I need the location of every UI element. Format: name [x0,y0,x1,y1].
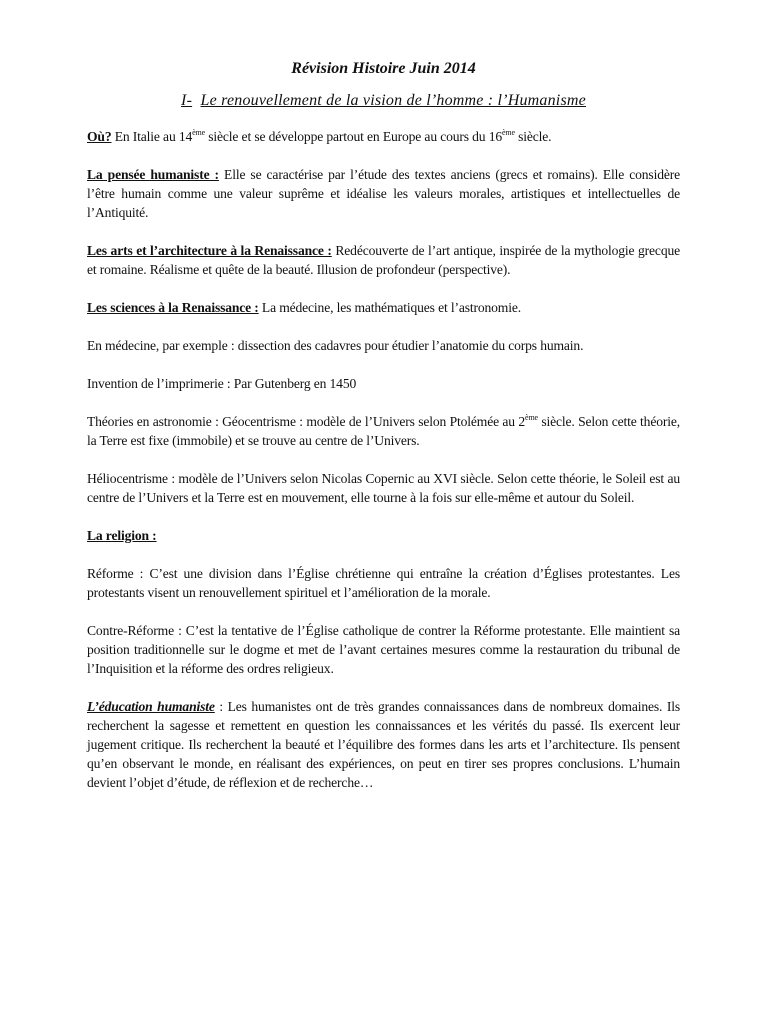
text-ou-3: siècle. [514,129,552,144]
label-sciences: Les sciences à la Renaissance : [87,300,259,315]
sup-theories: ème [525,413,538,422]
text-education: : Les humanistes ont de très grandes connaissances dans de nombreux domaines. Ils recherchent la sagesse et remettent en question les connaissances et les vérités du passé. Ils exercent leur jugement critique. Ils recherchent la beauté et l’équilibre des formes dans les arts et l’architecture. Ils pensent qu’en observant le monde, en réalisant des expériences, on peut en tirer ses propres conclusions. L’humain devient l’objet d’étude, de réflexion et de recherche… [87,699,681,790]
paragraph-heliocentrisme: Héliocentrisme : modèle de l’Univers selon Nicolas Copernic au XVI siècle. Selon cette théorie, le Soleil est au centre de l’Univers et la Terre est en mouvement, elle tourne à la fois sur elle-même et autour du Soleil. [87,471,680,505]
text-theories-1: Théories en astronomie : Géocentrisme : modèle de l’Univers selon Ptolémée au 2 [87,414,526,429]
paragraph-pensee [87,165,680,222]
text-sciences: La médecine, les mathématiques et l’astronomie. [258,300,521,315]
section-heading-text: Le renouvellement de la vision de l’homme : l’Humanisme [200,92,586,109]
paragraph-religion-label [87,526,680,545]
paragraph-medecine: En médecine, par exemple : dissection des cadavres pour étudier l’anatomie du corps humain. [87,338,584,353]
paragraph-imprimerie: Invention de l’imprimerie : Par Gutenberg en 1450 [87,376,357,391]
paragraph-contre-reforme: Contre-Réforme : C’est la tentative de l’Église catholique de contrer la Réforme protestante. Elle maintient sa position traditionnelle sur le dogme et met de l’avant certaines mesures comme la restauration du tribunal de l’Inquisition et la réforme des ordres religieux. [87,623,680,676]
paragraph-education [87,697,680,792]
section-number: I- [181,92,193,109]
text-theories-2: siècle. Selon cette théorie, la Terre est fixe (immobile) et se trouve au centre de l’Univers. [87,414,680,448]
sup-ou-2: ème [502,128,515,137]
page-title: Révision Histoire Juin 2014 [291,60,476,77]
paragraph-sciences [87,298,680,317]
text-ou-1: En Italie au 14 [111,129,193,144]
label-education: L’éducation humaniste [87,699,215,714]
label-ou: Où? [87,129,112,144]
label-religion: La religion : [87,528,157,543]
paragraph-theories [87,412,680,450]
label-pensee: La pensée humaniste : [87,167,219,182]
paragraph-arts [87,241,680,279]
paragraph-ou [87,127,680,146]
document-body [87,127,680,792]
text-arts: Redécouverte de l’art antique, inspirée de la mythologie grecque et romaine. Réalisme et quête de la beauté. Illusion de profondeur (perspective). [87,243,680,277]
section-heading [87,90,680,112]
text-ou-2: siècle et se développe partout en Europe au cours du 16 [205,129,502,144]
paragraph-reforme: Réforme : C’est une division dans l’Église chrétienne qui entraîne la création d’Églises protestantes. Les protestants visent un renouvellement spirituel et l’amélioration de la morale. [87,566,680,600]
sup-ou-1: ème [192,128,206,137]
text-pensee: Elle se caractérise par l’étude des textes anciens (grecs et romains). Elle considère l’être humain comme une valeur suprême et idéalise les valeurs morales, artistiques et intellectuelles de l’Antiquité. [87,167,680,220]
label-arts: Les arts et l’architecture à la Renaissance : [87,243,332,258]
